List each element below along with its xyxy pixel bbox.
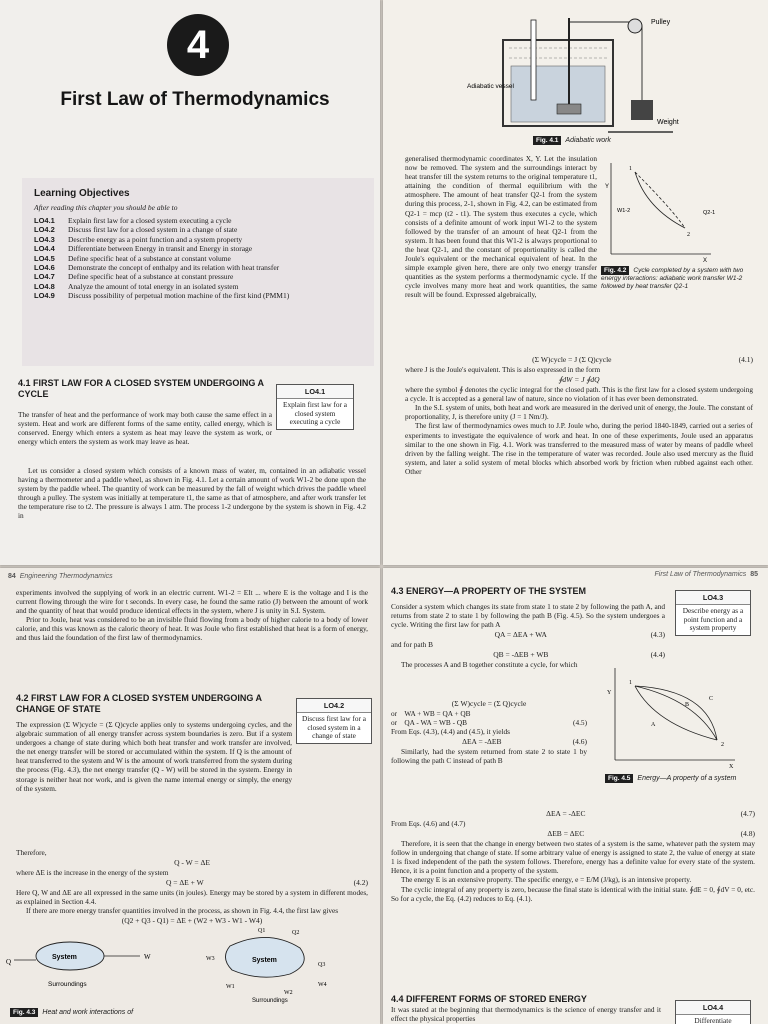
learning-objectives-box xyxy=(22,178,374,366)
figures-4-3-4-4 xyxy=(0,924,380,1004)
page-chapter-opener xyxy=(0,0,380,565)
learning-objective-item xyxy=(34,282,374,291)
learning-objective-item xyxy=(34,216,374,225)
objective-text: Define specific heat of a substance at constant pressure xyxy=(68,272,234,282)
page4-body-b xyxy=(391,808,755,903)
paragraph: experiments involved the supplying of work in an electric current. W1-2 = EIt ... where E is the voltage and I is the current flowing through the wire for t seconds. In every case, he found the same ratio (J) between the amount of work and the quantity of heat that would produce identical effects in the system, where J is unity in S.I. System. xyxy=(16,588,368,616)
paragraph: From Eqs. (4.6) and (4.7) xyxy=(391,819,466,828)
paragraph: Prior to Joule, heat was considered to be an invisible fluid flowing from a body of higher calorie to a body of lower calorie, and this was known as the caloric theory of heat. It was Joule who first established that heat is a form of energy, and thus laid the foundation of the first law of thermodynamics. xyxy=(16,615,368,643)
lo-text: Differentiate xyxy=(694,1016,732,1024)
state-label: 2 xyxy=(721,742,724,748)
state-label: 1 xyxy=(629,166,632,172)
learning-objectives-heading: Learning Objectives xyxy=(34,188,130,199)
lo-text: Describe energy as a point function and a system property xyxy=(682,606,744,633)
objective-code: LO4.8 xyxy=(34,281,55,291)
path-label: C xyxy=(709,696,714,702)
paragraph: The energy E is an extensive property. The specific energy, e = E/M (J/kg), is an intensive property. xyxy=(401,875,692,885)
lo-code: LO4.2 xyxy=(297,699,371,713)
figure-4-3-caption xyxy=(10,1008,133,1017)
page4-equations xyxy=(391,698,587,765)
page-number: 84 xyxy=(8,573,16,580)
path-work xyxy=(635,172,685,228)
objective-text: Define specific heat of a substance at constant volume xyxy=(68,253,231,263)
label-work: W1-2 xyxy=(617,208,631,214)
equation: (Σ W)cycle = (Σ Q)cycle xyxy=(451,699,527,708)
learning-objective-item xyxy=(34,291,374,300)
chapter-title: First Law of Thermodynamics xyxy=(60,89,330,110)
label-y: Y xyxy=(605,184,610,190)
figure-4-2-caption xyxy=(601,266,761,291)
equation-4-6: ΔEA = -ΔEB (4.6) xyxy=(462,737,587,747)
lo-code: LO4.1 xyxy=(277,385,353,399)
objective-code: LO4.6 xyxy=(34,263,55,273)
objective-code: LO4.2 xyxy=(34,225,55,235)
paragraph: The expression (Σ W)cycle = (Σ Q)cycle applies only to systems undergoing cycles, and the algebraic summation of all energy transfer across system boundaries is zero. But if a system undergoes a change of state during which both heat transfer and work transfer are involved, the net energy transfer will be stored or accumulated within the system. If Q is the amount of heat transferred to the system and W is the amount of work transferred from the system during the process (Fig. 4.3), the net energy transfer (Q - W) will be stored in the system. Energy in storage is neither heat nor work, and is given the name internal energy or simply, the energy of the system. xyxy=(16,720,292,793)
paragraph: Consider a system which changes its state from state 1 to state 2 by following the path A, and returns from state 2 to state 1 by following the path B (Fig. 4.5). So the system undergoes a cycle. Writing the first law for path A xyxy=(391,602,665,630)
path-b xyxy=(635,686,717,740)
equation-number: (4.7) xyxy=(740,809,755,818)
label-q1: Q1 xyxy=(258,928,266,934)
section-4-1-heading-wrap xyxy=(18,378,274,400)
lo-margin-box xyxy=(675,1000,751,1024)
objective-code: LO4.7 xyxy=(34,272,55,282)
section-4-3-heading-wrap xyxy=(391,586,647,597)
learning-objective-item xyxy=(34,225,374,234)
equation: Q - W = ΔE xyxy=(174,858,210,868)
paddle-wheel xyxy=(557,104,581,114)
section-4-4-wrap xyxy=(391,994,661,1023)
paragraph: The transfer of heat and the performance of work may both cause the same effect in a system. Heat and work are different forms of the same entity, called energy, which is conserved. Energy which enters a system as heat may leave the system as work, or energy which enters the system as work may leave as heat. xyxy=(18,410,272,447)
paragraph: The cyclic integral of any property is zero, because the final state is identical with the initial state. ∮dE = 0, ∮dV = 0, etc. So for a cycle, the Eq. (4.2) reduces to Eq. (4.1). xyxy=(391,884,755,903)
label-w2: W2 xyxy=(284,990,293,996)
running-header xyxy=(655,571,759,578)
equation-number: (4.6) xyxy=(572,737,587,747)
paragraph: Similarly, had the system returned from state 2 to state 1 by following the path C instead of path B xyxy=(391,747,587,766)
figure-tag: Fig. 4.5 xyxy=(605,774,633,783)
figure-4-5-caption xyxy=(605,774,755,783)
chapter-number-badge: 4 xyxy=(167,14,229,76)
page2-body-b xyxy=(405,354,753,476)
label-x: X xyxy=(703,258,708,263)
path-b-label: and for path B xyxy=(391,640,433,650)
figure-caption-text: Adiabatic work xyxy=(565,137,611,144)
equation-4-7: ΔEA = -ΔEC (4.7) xyxy=(546,809,755,818)
path-label: B xyxy=(685,702,690,708)
label-w1: W1 xyxy=(226,984,235,990)
objective-text: Describe energy as a point function and a system property xyxy=(68,234,243,244)
or-label: or WA + WB = QA + QB xyxy=(391,709,471,718)
label-system: System xyxy=(252,957,277,964)
label-weight: Weight xyxy=(657,119,679,126)
figure-4-1-adiabatic-vessel xyxy=(383,0,768,150)
label-w3: W3 xyxy=(206,956,215,962)
path-label: A xyxy=(651,722,656,728)
label-w: W xyxy=(144,953,151,961)
paragraph: In the S.I. system of units, both heat and work are measured in the derived unit of energy, the Joule. The constant of proportionality, J, is therefore unity (J = 1 Nm/J). xyxy=(405,403,753,422)
label-q: Q xyxy=(6,958,12,966)
figure-tag: Fig. 4.1 xyxy=(533,136,561,145)
equation-number: (4.1) xyxy=(738,355,753,364)
label-surroundings: Surroundings xyxy=(252,998,288,1004)
running-header xyxy=(8,573,113,580)
vessel-hatching xyxy=(509,48,609,58)
label-x: X xyxy=(729,764,734,770)
figure-caption-text: Cycle completed by a system with two energy interactions: adiabatic work transfer W1-2 followed by heat transfer Q2-1 xyxy=(601,267,744,290)
path-heat xyxy=(635,172,685,228)
equation: QA - WA = WB - QB xyxy=(404,718,468,728)
paragraph: Therefore, it is seen that the change in energy between two states of a system is the same, whatever path the system may follow in undergoing that change of state. If some arbitrary value of energy is assigned to state 2, the value of energy at state 1 is fixed independent of the path the system follows. Therefore, energy has a definite value for every state of the system. Hence, it is a point function and a property of the system. xyxy=(391,839,755,876)
section-heading: 4.3 ENERGY—A PROPERTY OF THE SYSTEM xyxy=(391,586,587,596)
label-surroundings: Surroundings xyxy=(48,981,87,988)
therefore-label: Therefore, xyxy=(16,848,47,857)
learning-objective-item xyxy=(34,235,374,244)
objective-text: Analyze the amount of total energy in an isolated system xyxy=(68,281,239,291)
book-title: Engineering Thermodynamics xyxy=(19,573,113,580)
label-q2: Q2 xyxy=(292,930,300,936)
paragraph: where the symbol ∮ denotes the cyclic integral for the closed path. This is the first law for a closed system undergoing a cycle. It is accepted as a general law of nature, since no violation of it has ever been demonstrated. xyxy=(405,385,753,404)
figure-caption-text: Heat and work interactions of xyxy=(42,1009,134,1016)
section-4-1-body-b xyxy=(18,466,366,521)
paragraph: where J is the Joule's equivalent. This is also expressed in the form xyxy=(405,365,601,374)
label-y: Y xyxy=(607,690,612,696)
path-a xyxy=(635,686,717,740)
learning-objective-item xyxy=(34,254,374,263)
objective-code: LO4.9 xyxy=(34,291,55,301)
equation-number: (4.4) xyxy=(650,650,665,660)
equation-number: (4.8) xyxy=(740,829,755,839)
section-heading: 4.1 FIRST LAW FOR A CLOSED SYSTEM UNDERGOING A CYCLE xyxy=(18,378,264,399)
equation-4-2: Q = ΔE + W (4.2) xyxy=(165,878,368,888)
learning-objectives-intro: After reading this chapter you should be able to xyxy=(34,203,178,212)
figure-4-2-cycle-plot xyxy=(601,158,751,263)
learning-objective-item xyxy=(34,272,374,281)
page3-body-c xyxy=(16,848,368,926)
paragraph: The first law of thermodynamics owes much to J.P. Joule who, during the period 1840-1849, carried out a series of experiments to investigate the equivalence of work and heat. In one of these experiments, Joule used an apparatus similar to the one shown in Fig. 4.1. Work was transferred to the measured mass of water by means of paddle wheel driven by the falling weight. The rise in the temperature of water was recorded. Joule also used mercury as the fluid system, and later a solid system of metal blocks which absorbed work by friction when rubbed against each other. Other xyxy=(405,421,753,476)
section-4-2-heading-wrap xyxy=(16,693,266,715)
lo-margin-box xyxy=(675,590,751,636)
objective-code: LO4.3 xyxy=(34,234,55,244)
lo-text: Discuss first law for a closed system in a change of state xyxy=(301,714,367,741)
thermometer xyxy=(531,20,536,100)
label-q3: Q3 xyxy=(318,962,326,968)
equation-number: (4.3) xyxy=(650,630,665,640)
lo-margin-box xyxy=(276,384,354,430)
figure-4-1-caption xyxy=(533,136,611,145)
objective-text: Demonstrate the concept of enthalpy and its relation with heat transfer xyxy=(68,263,280,273)
equation-number: (4.2) xyxy=(353,878,368,888)
page2-body-a xyxy=(405,154,597,300)
paragraph: generalised thermodynamic coordinates X, Y. Let the insulation now be removed. The system and the surroundings interact by heat transfer till the system returns to the original temperature t1, attaining the condition of thermal equilibrium with the atmosphere. The amount of heat transfer Q2-1 from the system during this process, 2-1, shown in Fig. 4.2, can be estimated from Q2-1 = mcp (t2 - t1). The system thus executes a cycle, which consists of a definite amount of work input W1-2 to the system followed by the transfer of an amount of heat Q2-1 from the system. It has been found that this W1-2 is always proportional to the heat Q2-1, and the constant of proportionality is called the Joule's equivalent or the mechanical equivalent of heat. In the simple example given here, there are only two energy transfer quantities as the system performs a thermodynamic cycle. If the cycle involves many more heat and work quantities, the same result will be found. Expressed algebraically, xyxy=(405,154,597,300)
paragraph: The processes A and B together constitute a cycle, for which xyxy=(401,660,578,670)
figure-tag: Fig. 4.2 xyxy=(601,266,629,275)
lo-margin-box xyxy=(296,698,372,744)
equation-4-8: ΔEB = ΔEC (4.8) xyxy=(547,829,755,839)
label-vessel: Adiabatic vessel xyxy=(467,83,514,90)
paragraph: If there are more energy transfer quantities involved in the process, as shown in Fig. 4.4, the first law gives xyxy=(26,906,339,916)
page-number: 85 xyxy=(750,571,758,578)
lo-code: LO4.3 xyxy=(676,591,750,605)
paragraph: Let us consider a closed system which consists of a known mass of water, m, contained in an adiabatic vessel having a thermometer and a paddle wheel, as shown in Fig. 4.1. Let a certain amount of work W1-2 be done upon the system by the paddle wheel. The quantity of work can be measured by the fall of weight which drives the paddle wheel through a pulley. The system was initially at temperature t1, the same as that of atmosphere, and after work transfer let the temperature rise to t2. The pressure is always 1 atm. The process 1-2 undergone by the system is shown in Fig. 4.2 in xyxy=(18,466,366,521)
learning-objective-item xyxy=(34,263,374,272)
lo-text: Explain first law for a closed system executing a cycle xyxy=(282,400,348,427)
equation-cyclic: ∮dW = J ∮dQ xyxy=(558,375,600,385)
equation: (Q2 + Q3 - Q1) = ΔE + (W2 + W3 - W1 - W4) xyxy=(121,916,263,926)
or-label: or QA - WA = WB - QB (4.5) xyxy=(391,718,587,728)
page3-body-b xyxy=(16,720,292,793)
equation-4-3: QA = ΔEA + WA (4.3) xyxy=(494,630,665,640)
label-heat: Q2-1 xyxy=(703,210,716,216)
objective-text: Discuss first law for a closed system in a change of state xyxy=(68,225,238,235)
weight-block xyxy=(631,100,653,120)
equation: WA + WB = QA + QB xyxy=(404,709,471,718)
state-label: 2 xyxy=(687,232,690,238)
figure-caption-text: Energy—A property of a system xyxy=(637,775,737,782)
pulley-wheel xyxy=(628,19,642,33)
page-84 xyxy=(0,568,380,1024)
chapter-running-title: First Law of Thermodynamics xyxy=(654,571,747,578)
label-system: System xyxy=(52,954,77,961)
objective-text: Discuss possibility of perpetual motion machine of the first kind (PMM1) xyxy=(68,291,290,301)
learning-objective-item xyxy=(34,244,374,253)
page-joule-experiment xyxy=(383,0,768,565)
section-heading: 4.2 FIRST LAW FOR A CLOSED SYSTEM UNDERGOING A CHANGE OF STATE xyxy=(16,693,262,714)
path-c xyxy=(635,686,717,740)
learning-objectives-list xyxy=(22,216,374,301)
paragraph: where ΔE is the increase in the energy of the system xyxy=(16,868,169,878)
objective-code: LO4.5 xyxy=(34,253,55,263)
label-w4: W4 xyxy=(318,982,327,988)
objective-code: LO4.1 xyxy=(34,216,55,225)
paragraph: It was stated at the beginning that thermodynamics is the science of energy transfer and it effect the physical properties xyxy=(391,1005,661,1024)
label-pulley: Pulley xyxy=(651,19,671,26)
objective-code: LO4.4 xyxy=(34,244,55,254)
equation-number: (4.5) xyxy=(573,718,587,728)
figure-tag: Fig. 4.3 xyxy=(10,1008,38,1017)
equation-4-1: (Σ W)cycle = J (Σ Q)cycle (4.1) xyxy=(532,355,753,364)
section-4-1-body-a xyxy=(18,410,272,446)
state-label: 1 xyxy=(629,680,632,686)
page3-body-a xyxy=(16,588,368,643)
page-85 xyxy=(383,568,768,1024)
paragraph: Here Q, W and ΔE are all expressed in the same units (in joules). Energy may be stored by a system in different modes, as explained in Section 4.4. xyxy=(16,888,368,907)
objective-text: Differentiate between Energy in transit and Energy in storage xyxy=(68,244,253,254)
page4-body-a xyxy=(391,602,665,669)
lo-code: LO4.4 xyxy=(676,1001,750,1015)
objective-text: Explain first law for a closed system executing a cycle xyxy=(68,216,232,225)
paragraph: From Eqs. (4.3), (4.4) and (4.5), it yields xyxy=(391,727,510,737)
figure-4-5-energy-plot xyxy=(605,664,755,774)
equation-4-4: QB = -ΔEB + WB (4.4) xyxy=(493,650,665,660)
section-heading: 4.4 DIFFERENT FORMS OF STORED ENERGY xyxy=(391,994,587,1004)
